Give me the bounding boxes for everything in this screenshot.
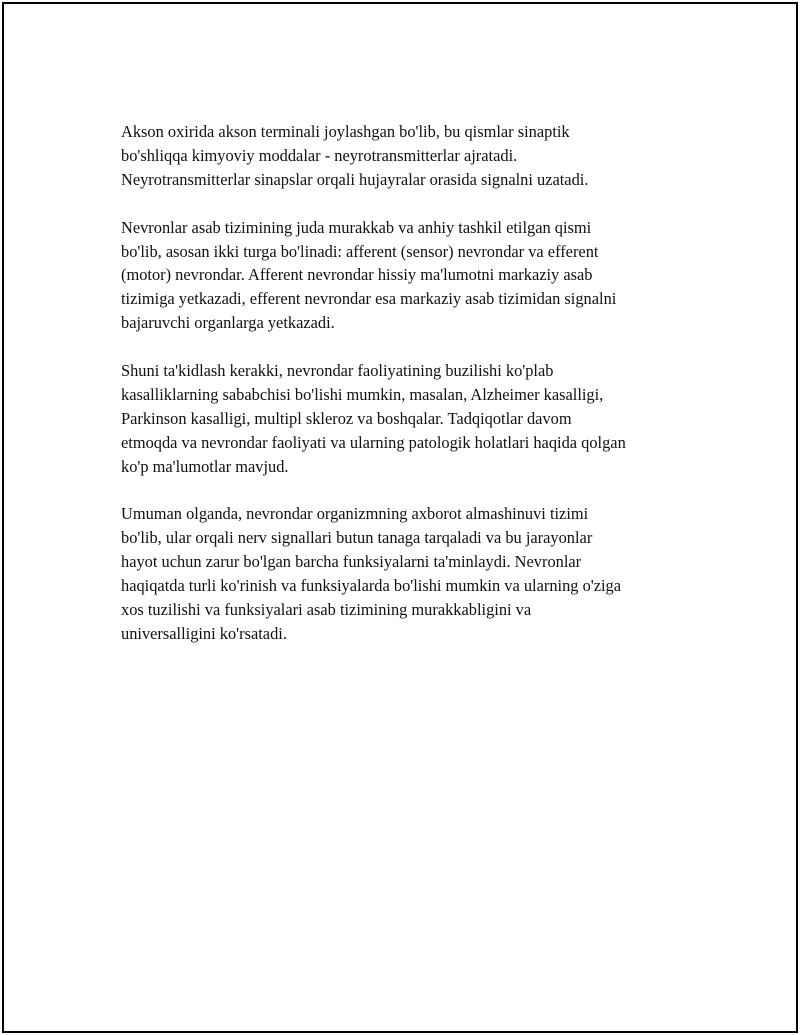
paragraph-2: Nevronlar asab tizimining juda murakkab va anhiy tashkil etilgan qismi bo'lib, asosan ikki turga bo'linadi: afferent (sensor) nevrondar va efferent (motor) nevrondar. Afferent nevrondar hissiy ma'lumotni markaziy asab tizimiga yetkazadi, efferent nevrondar esa markaziy asab tizimidan signalni bajaruvchi organlarga yetkazadi. <box>121 217 617 333</box>
paragraph-4: Umuman olganda, nevrondar organizmning axborot almashinuvi tizimi bo'lib, ular orqali nerv signallari butun tanaga tarqaladi va bu jarayonlar hayot uchun zarur bo'lgan barcha funksiyalarni ta'minlaydi. Nevronlar haqiqatda turli ko'rinish va funksiyalarda bo'lishi mumkin va ularning o'ziga xos tuzilishi va funksiyalari asab tizimining murakkabligini va universalligini ko'rsatadi. <box>121 504 622 643</box>
paragraph-3: Shuni ta'kidlash kerakki, nevrondar faoliyatining buzilishi ko'plab kasalliklarning sababchisi bo'lishi mumkin, masalan, Alzheimer kasalligi, Parkinson kasalligi, multipl skleroz va boshqalar. Tadqiqotlar davom etmoqda va nevrondar faoliyati va ularning patologik holatlari haqida qolgan ko'p ma'lumotlar mavjud. <box>121 361 626 476</box>
document-body <box>121 120 701 670</box>
paragraph-1: Akson oxirida akson terminali joylashgan bo'lib, bu qismlar sinaptik bo'shliqqa kimyoviy moddalar - neyrotransmitterlar ajratadi. Neyrotransmitterlar sinapslar orqali hujayralar orasida signalni uzatadi. <box>121 122 589 189</box>
document-page <box>2 2 798 1033</box>
